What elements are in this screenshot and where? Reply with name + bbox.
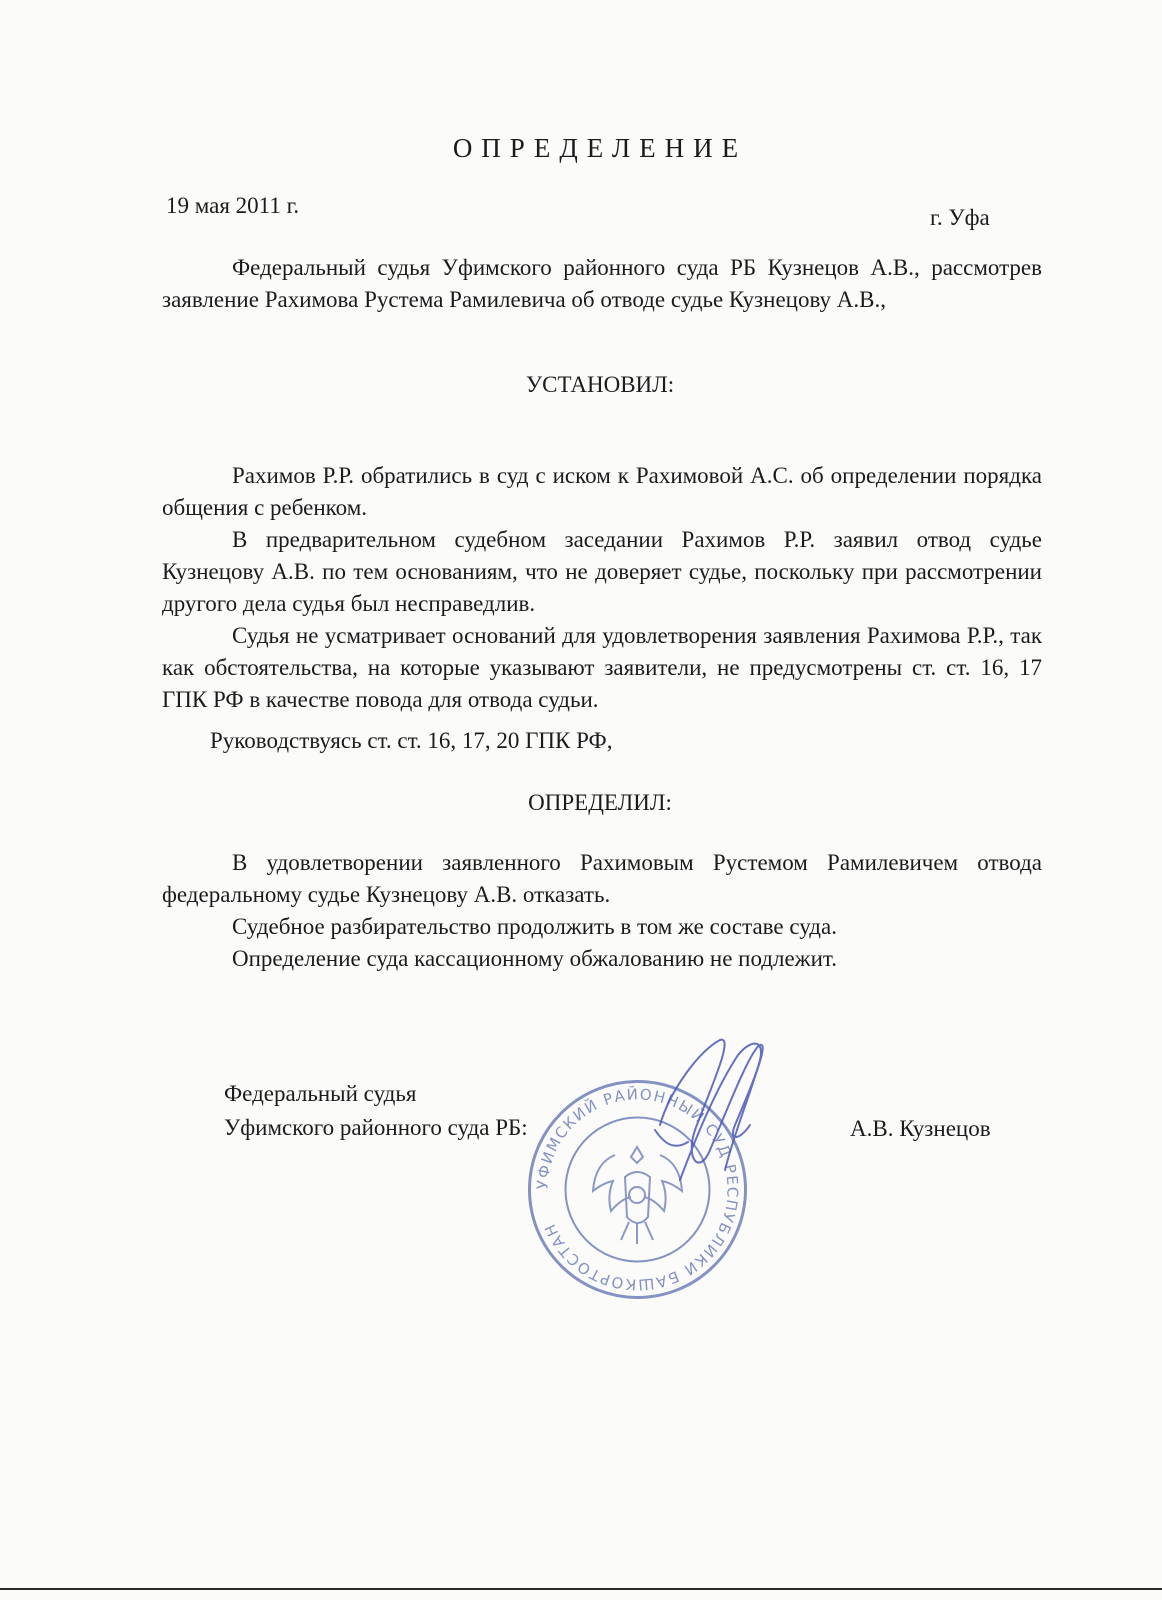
handwritten-signature	[640, 1030, 790, 1185]
document-date: 19 мая 2011 г.	[166, 193, 300, 218]
signature-position	[224, 1077, 528, 1145]
signature-position-line1: Федеральный судья	[224, 1081, 417, 1106]
intro-paragraph: Федеральный судья Уфимского районного суда РБ Кузнецов А.В., рассмотрев заявление Рахимова Рустема Рамилевича об отводе судье Кузнецову А.В.,	[162, 255, 1042, 312]
document-title: ОПРЕДЕЛЕНИЕ	[452, 133, 748, 163]
determined-paragraph-1: В удовлетворении заявленного Рахимовым Рустемом Рамилевичем отвода федеральному судье Кузнецову А.В. отказать.	[162, 850, 1042, 907]
determined-paragraph-2: Судебное разбирательство продолжить в том же составе суда.	[232, 914, 837, 939]
guided-by-text: Руководствуясь ст. ст. 16, 17, 20 ГПК РФ,	[210, 728, 613, 753]
guided-by-block	[162, 725, 1042, 757]
signature-name: А.В. Кузнецов	[850, 1116, 991, 1141]
established-paragraph-3: Судья не усматривает оснований для удовлетворения заявления Рахимова Р.Р., так как обстоятельства, на которые указывают заявители, не предусмотрены ст. ст. 16, 17 ГПК РФ в качестве повода для отвода судьи.	[162, 623, 1042, 712]
heading-determined: ОПРЕДЕЛИЛ:	[528, 790, 672, 815]
document-city: г. Уфа	[930, 205, 990, 230]
intro-block	[162, 252, 1042, 316]
signature-position-line2: Уфимского районного суда РБ:	[224, 1115, 528, 1140]
seal-text: УФИМСКИЙ РАЙОННЫЙ СУД РЕСПУБЛИКИ БАШКОРТОСТАН	[533, 1085, 742, 1294]
established-block	[162, 460, 1042, 716]
established-paragraph-2: В предварительном судебном заседании Рахимов Р.Р. заявил отвод судье Кузнецову А.В. по тем основаниям, что не доверяет судье, поскольку при рассмотрении другого дела судья был несправедлив.	[162, 527, 1042, 616]
heading-established: УСТАНОВИЛ:	[525, 372, 675, 397]
page-bottom-edge	[0, 1588, 1162, 1590]
established-paragraph-1: Рахимов Р.Р. обратились в суд с иском к Рахимовой А.С. об определении порядка общения с ребенком.	[162, 463, 1042, 520]
determined-block	[162, 847, 1042, 975]
determined-paragraph-3: Определение суда кассационному обжалованию не подлежит.	[232, 946, 837, 971]
